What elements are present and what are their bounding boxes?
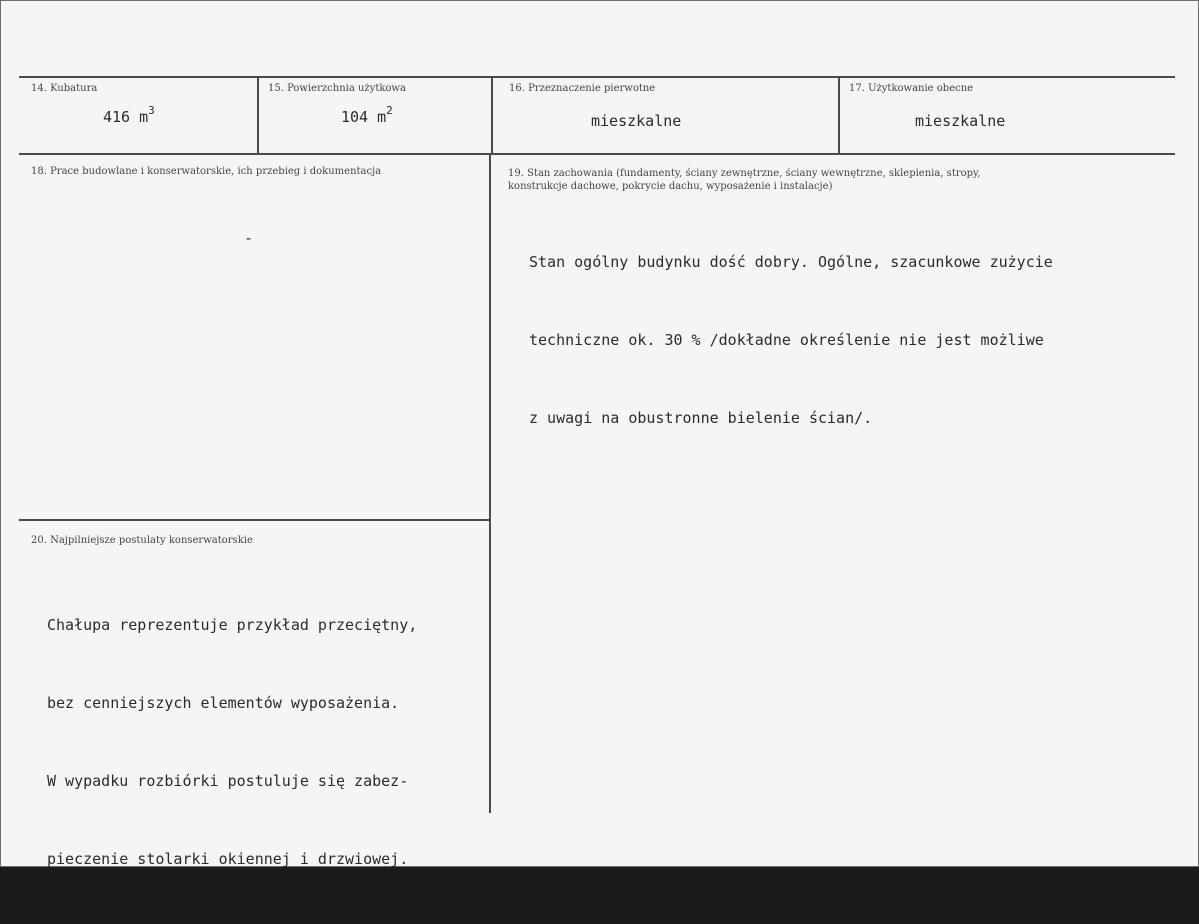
stan-text <box>529 197 1053 483</box>
row1-bottom-rule <box>19 153 1175 155</box>
divider-16-17 <box>838 77 840 153</box>
stan-label-line2: konstrukcje dachowe, pokrycie dachu, wyposażenie i instalacje) <box>508 181 833 192</box>
top-rule <box>19 76 1175 78</box>
stan-label-line1: 19. Stan zachowania (fundamenty, ściany zewnętrzne, ściany wewnętrzne, sklepienia, stropy, <box>508 168 981 179</box>
postulaty-text-line: bez cenniejszych elementów wyposażenia. <box>47 694 400 712</box>
uzytkowanie-value: mieszkalne <box>915 112 1006 130</box>
stan-text-line: Stan ogólny budynku dość dobry. Ogólne, szacunkowe zużycie <box>529 253 1053 271</box>
kubatura-label: 14. Kubatura <box>31 83 98 94</box>
section-18-bottom-rule <box>19 519 489 521</box>
przeznaczenie-value: mieszkalne <box>591 112 682 130</box>
przeznaczenie-label: 16. Przeznaczenie pierwotne <box>509 83 656 94</box>
prace-value: - <box>244 229 254 247</box>
prace-label: 18. Prace budowlane i konserwatorskie, ich przebieg i dokumentacja <box>31 166 382 177</box>
kubatura-value: 416 $m^3$ <box>103 104 155 126</box>
postulaty-text <box>47 560 417 924</box>
postulaty-text-line: pieczenie stolarki okiennej i drzwiowej. <box>47 850 409 868</box>
powierzchnia-value: 104 $m^2$ <box>341 104 393 126</box>
uzytkowanie-label: 17. Użytkowanie obecne <box>849 83 974 94</box>
stan-text-line: z uwagi na obustronne bielenie ścian/. <box>529 409 873 427</box>
postulaty-text-line: W wypadku rozbiórki postuluje się zabez- <box>47 772 409 790</box>
main-column-divider <box>489 155 491 813</box>
postulaty-text-line: Chałupa reprezentuje przykład przeciętny, <box>47 616 418 634</box>
postulaty-label: 20. Najpilniejsze postulaty konserwatorskie <box>31 535 253 546</box>
divider-15-16 <box>491 77 493 153</box>
stan-text-line: techniczne ok. 30 % /dokładne określenie nie jest możliwe <box>529 331 1044 349</box>
powierzchnia-label: 15. Powierzchnia użytkowa <box>268 83 406 94</box>
divider-14-15 <box>257 77 259 153</box>
